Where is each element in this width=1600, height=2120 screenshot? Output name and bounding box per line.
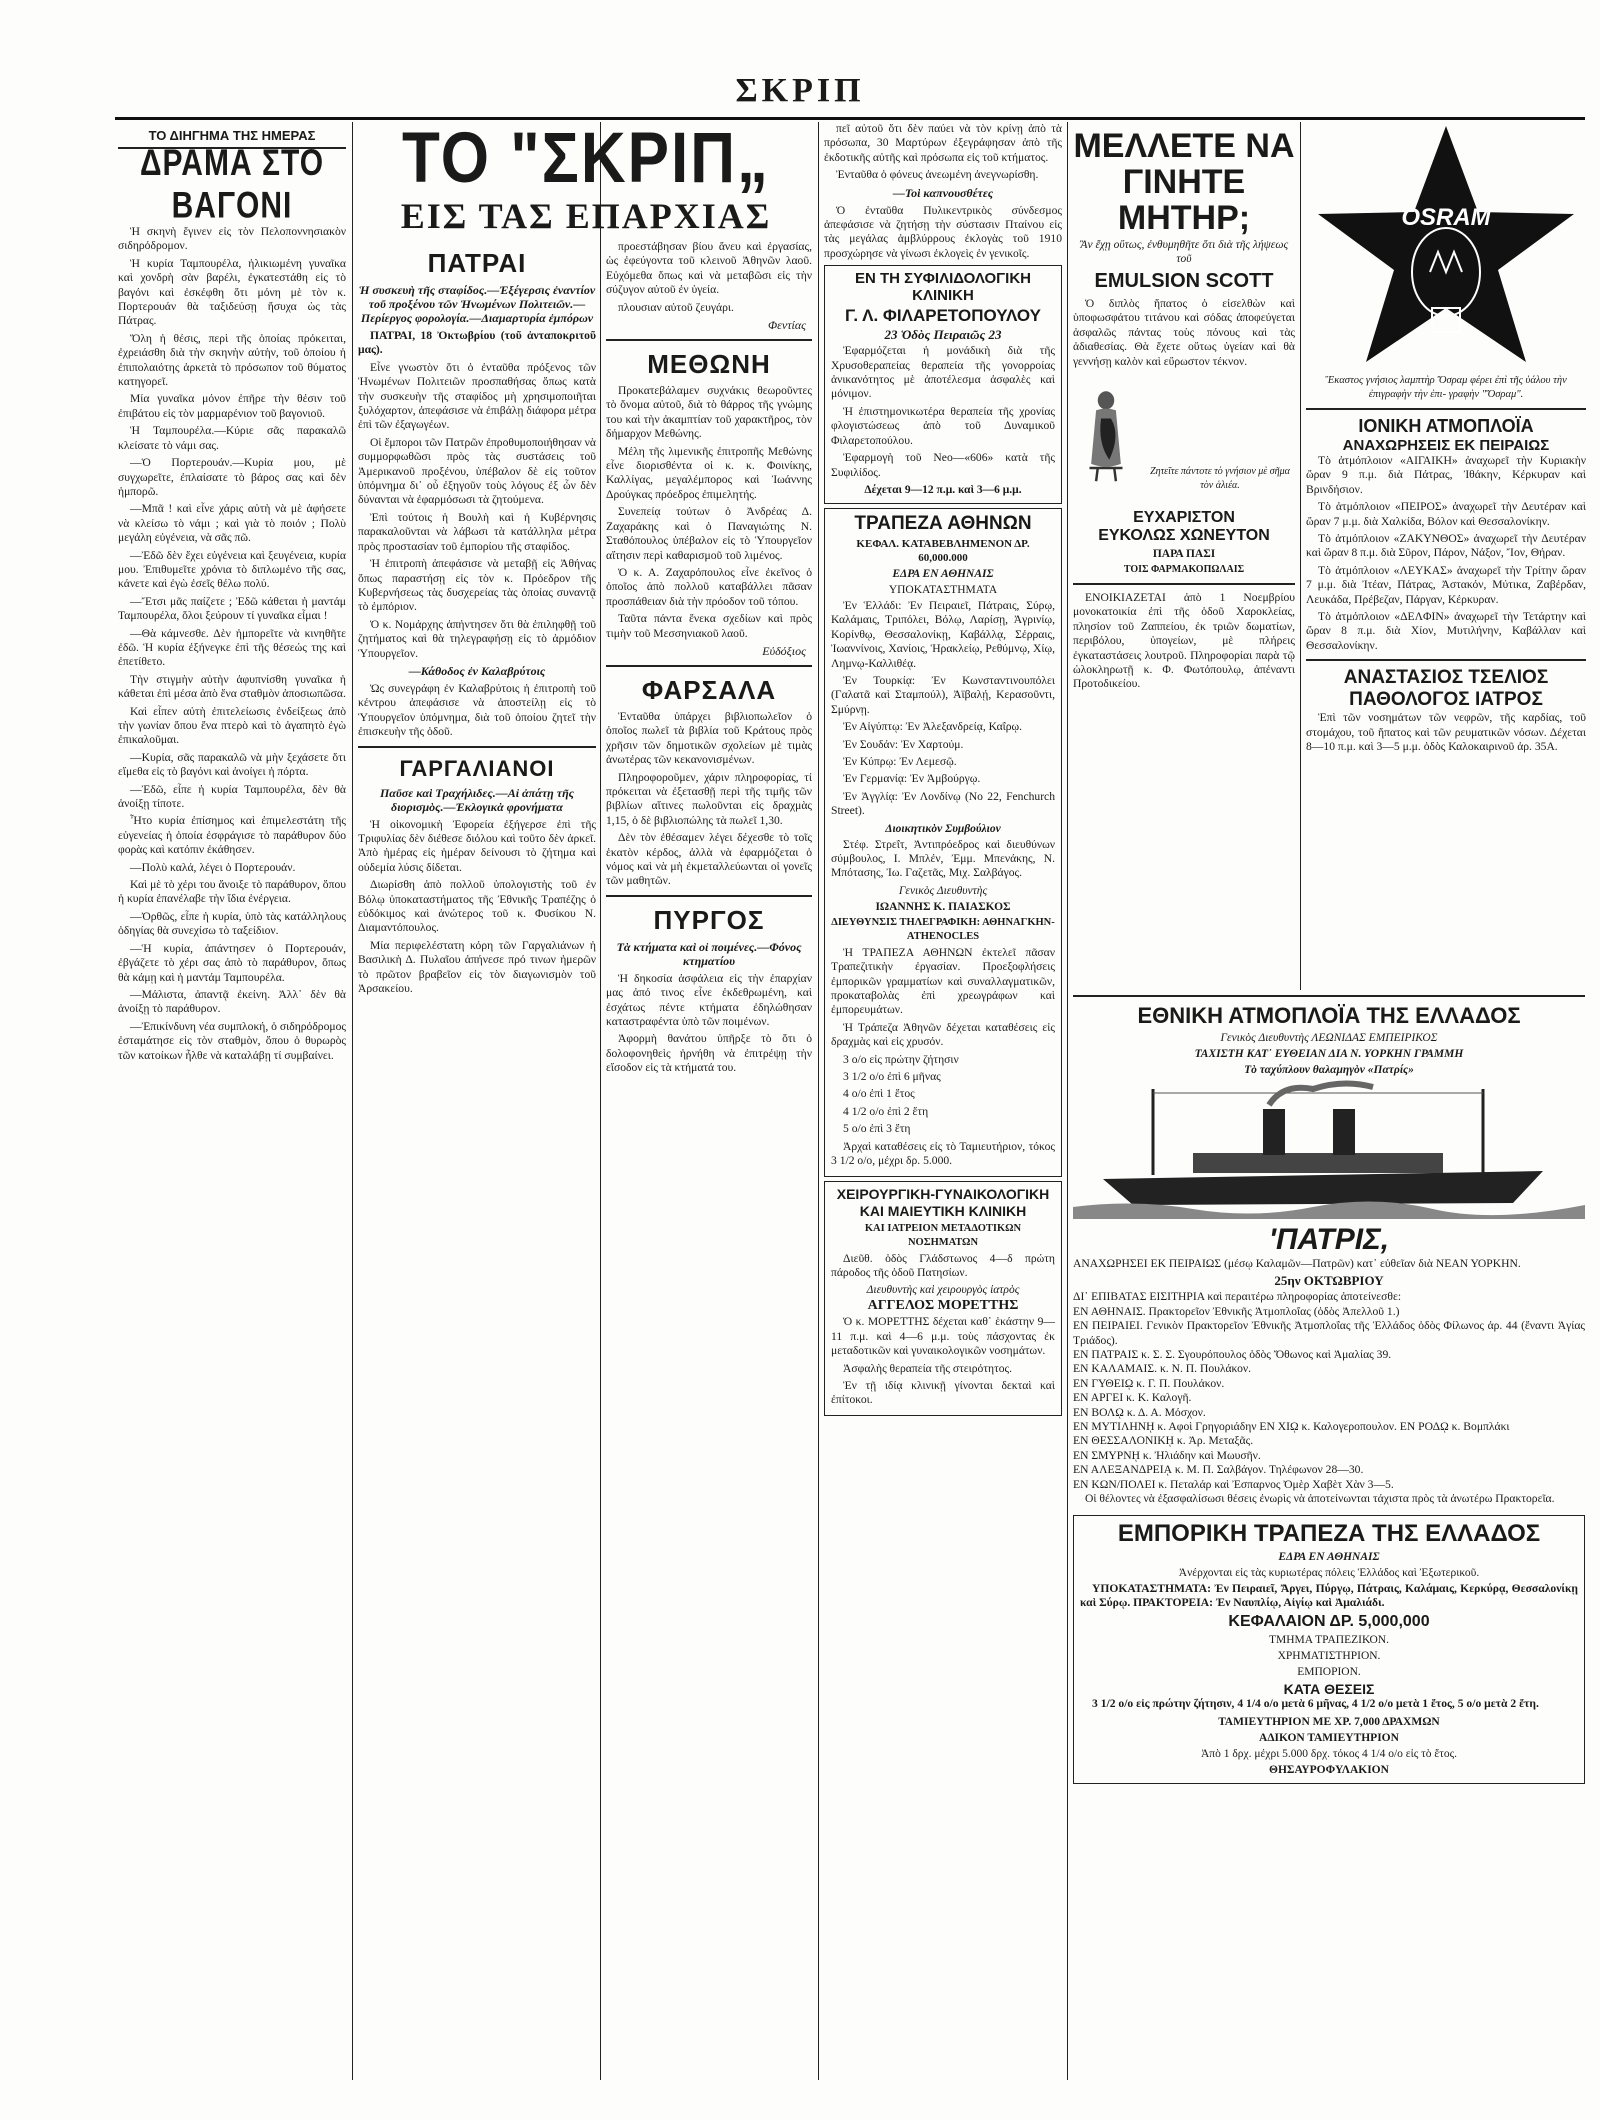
column-rule <box>1067 122 1068 2080</box>
story-body <box>118 225 346 1063</box>
osram-label: OSRAM <box>1401 204 1491 231</box>
surgery-title: ΧΕΙΡΟΥΡΓΙΚΗ-ΓΥΝΑΙΚΟΛΟΓΙΚΗ ΚΑΙ ΜΑΙΕΥΤΙΚΗ ΚΛΙΝΙΚΗ <box>836 1185 1050 1219</box>
ionian-subtitle: ΑΝΑΧΩΡΗΣΕΙΣ ΕΚ ΠΕΙΡΑΙΩΣ <box>1342 437 1550 454</box>
rate-item: 3 ο/ο εἰς πρώτην ζήτησιν <box>843 1052 959 1066</box>
scott-body: Ὁ διπλὸς ἥπατος ὁ εἰσελθὼν καὶ ὑποφωσφάτου τιτάνου καὶ σόδας ἀποφεύγεται ἀσφαλῶς πάντας τοὺς πόνους καὶ τὰς ἀδιαθεσίας. Θὰ ἔχετε οὕτως ὑγείαν καὶ θὰ γεννήσῃ καλὸν καὶ εὔρωστον τέκνον. <box>1073 297 1295 368</box>
branch-list-item: Ἐν Γερμανίᾳ: Ἐν Ἀμβούργῳ. <box>843 772 981 786</box>
section-title-farsala: ΦΑΡΣΑΛΑ <box>641 674 777 705</box>
paragraph: Μέλη τῆς λιμενικῆς ἐπιτροπῆς Μεθώνης εἶνε διορισθέντα οἱ κ. κ. Φοινίκης, Καλλίγας, μεγαλέμπορος καὶ Ἰωάννης Δρούγκας πρόεδρος ἐπιμελητής. <box>606 444 812 501</box>
paragraph: —Μάλιστα, ἀπαντᾷ ἐκείνη. Ἀλλ᾽ δὲν θὰ ἀνοίξῃ τὸ παράθυρον. <box>118 987 346 1016</box>
section-subtitle: —Κάθοδος ἐν Καλαβρύτοις <box>408 663 546 678</box>
easy-line1: ΕΥΧΑΡΙΣΤΟΝ <box>1133 509 1235 527</box>
paragraph: Μία περιφελέστατη κόρη τῶν Γαργαλιάνων ἡ Βασιλικὴ Δ. Πυλαῖου ἀπήνεσε πρό τινων ἡμερῶν τὸ πρῶτον βραβεῖον εἰς τὸν διαγωνισμὸν τοῦ Ἀρσακείου. <box>358 938 596 996</box>
hero-title: ΤΟ "ΣΚΡΙΠ„ <box>402 118 770 199</box>
column-story <box>118 122 346 2080</box>
section-title-gargalianoi: ΓΑΡΓΑΛΙΑΝΟΙ <box>399 755 555 781</box>
paragraph: Ἐν τῇ ιδίᾳ κλινικῇ γίνονται δεκταὶ καὶ ἐπίτοκοι. <box>831 1378 1055 1407</box>
osram-ad <box>1306 122 1586 372</box>
agent-item: ΕΝ ΘΕΣΣΑΛΟΝΙΚῌ κ. Ἀρ. Μεταξᾶς. <box>1073 1434 1254 1448</box>
paragraph: Ἡ κυρία Ταμπουρέλα, ἠλικιωμένη γυναῖκα καὶ χονδρὴ σὰν βαρέλι, ἐγκατεστάθη εἰς τὸ βαγόνι καὶ ἐσκέφθη ὅτι μόνη μὲ τὸν κ. Πορτερουάν θὰ ταξιδεύσῃ ἥσυχα ὡς τὰς Πάτρας. <box>118 256 346 328</box>
dept-item: ΕΜΠΟΡΙΟΝ. <box>1297 1666 1361 1679</box>
paragraph: —Μπᾶ ! καὶ εἶνε χάρις αὐτὴ νὰ μὲ ἀφήσετε νὰ κλείσω τὸ νάμι ; καὶ γιὰ τὸ ποιόν ; Πολὺ μεγάλη εὐγένεια, νὰ σᾶς πῶ. <box>118 502 346 545</box>
agent-item: ΕΝ ΑΘΗΝΑΙΣ. Πρακτορεῖον Ἐθνικῆς Ἀτμοπλοΐας (ὁδὸς Ἀπελλοῦ 1.) <box>1073 1304 1400 1318</box>
agent-item: ΕΝ ΚΩΝ/ΠΟΛΕΙ κ. Πεταλάρ καὶ Ἐσπαρνος Ὀμὲρ Χαβὲτ Χὰν 3—5. <box>1073 1477 1394 1491</box>
paragraph: Ἡ σκηνὴ ἔγινεν εἰς τὸν Πελοποννησιακὸν σιδηρόδρομον. <box>118 225 346 253</box>
paragraph: Ἡ δηκοσία ἀσφάλεια εἰς τὴν ἐπαρχίαν μας ἀπό τινος εἶνε ἐκδεθρωμένη, καὶ ἐσχάτως πέντε κτήματα ἐδηλώθησαν καταστραφέντα ὑπὸ τῶν ποιμένων. <box>606 971 812 1029</box>
paragraph: Ἦτο κυρία ἐπίσημος καὶ ἐπιμελεστάτη τῆς εὐγενείας ἡ ὁποία ἐσφράγισε τὸ παράθυρον δύο φορὰς καὶ κατόπιν ἐκάθησεν. <box>118 814 346 857</box>
section-title-patrai: ΠΑΤΡΑΙ <box>427 248 527 278</box>
ionian-title: ΙΟΝΙΚΗ ΑΤΜΟΠΛΟΪΑ <box>1358 416 1534 436</box>
clinic-hours: Δέχεται 9—12 π.μ. καὶ 3—6 μ.μ. <box>864 483 1022 496</box>
paragraph: πεῖ αὐτοῦ ὅτι δὲν παύει νὰ τὸν κρίνῃ ἀπὸ τὰ πρόσωπα, 30 Μαρτύρων ἐξεγράφησαν ἀπὸ τῆς ἐκδοτικῆς αὐτῆς καὶ πρόσωπα εἰς τοῦ κτήματος. <box>824 122 1062 164</box>
clinic-ad <box>824 265 1062 504</box>
paragraph: Καὶ εἶπεν αὐτὴ ἐπιτελείωσις ἐνδείξεως ἀπὸ τὴν γωνίαν ὅπου ἔνα πτερὸ καὶ τὸ ἀγαπητὸ ἐγὼ ἐπικαλοῦμαι. <box>118 704 346 747</box>
paragraph: Ἡ ΤΡΑΠΕΖΑ ΑΘΗΝΩΝ ἐκτελεῖ πᾶσαν Τραπεζιτικὴν ἐργασίαν. Προεξοφλήσεις ἐμπορικῶν γραμματίων καὶ συναλλαγματικῶν, προκαταβολὰς ἐπὶ χρεωγράφων καὶ ἐμπορευμάτων. <box>831 945 1055 1017</box>
ship-name: 'ΠΑΤΡΙΣ, <box>1268 1223 1390 1256</box>
bank-hq: ΕΔΡΑ ΕΝ ΑΘΗΝΑΙΣ <box>892 567 994 580</box>
commercial-bank-title: ΕΜΠΟΡΙΚΗ ΤΡΑΠΕΖΑ ΤΗΣ ΕΛΛΑΔΟΣ <box>1117 1519 1541 1547</box>
surgery-address: Διεῦθ. ὁδὸς Γλάδστωνος 4—δ πρώτη πάροδος τῆς ὁδοῦ Πατησίων. <box>831 1251 1055 1279</box>
departure-date: 25ην ΟΚΤΩΒΡΙΟΥ <box>1274 1273 1384 1289</box>
bottom-right-ads <box>1073 995 1585 2080</box>
column-rule <box>818 122 819 2080</box>
clinic-name: Γ. Λ. ΦΙΛΑΡΕΤΟΠΟΥΛΟΥ <box>844 306 1041 326</box>
dept-item: ΤΜΗΜΑ ΤΡΑΠΕΖΙΚΟΝ. <box>1269 1634 1389 1647</box>
bank-capital: ΚΕΦΑΛ. ΚΑΤΑΒΕΒΛΗΜΕΝΟΝ ΔΡ. 60,000.000 <box>856 537 1030 564</box>
telegraph-address: ΔΙΕΥΘΥΝΣΙΣ ΤΗΛΕΓΡΑΦΙΚΗ: ΑΘΗΝΑΓΚΗΝ-ATHENOCLES <box>831 916 1055 942</box>
national-line-title: ΕΘΝΙΚΗ ΑΤΜΟΠΛΟΪΑ ΤΗΣ ΕΛΛΑΔΟΣ <box>1137 1003 1521 1028</box>
national-gm: Γενικὸς Διευθυντὴς ΛΕΩΝΙΔΑΣ ΕΜΠΕΙΡΙΚΟΣ <box>1220 1032 1438 1044</box>
paragraph: Ὁ κ. Νομάρχης ἀπήντησεν ὅτι θὰ ἐπιληφθῇ τοῦ ζητήματος καὶ θὰ τηλεγραφήσῃ εἰς τὸ ἁρμόδιον Ὑπουργεῖον. <box>358 617 596 660</box>
agent-item: ΕΝ ΣΜΥΡΝῌ κ. Ἠλιάδην καὶ Μωυσῆν. <box>1073 1448 1261 1462</box>
paragraph: Συνεπείᾳ τούτων ὁ Ἀνδρέας Δ. Ζαχαράκης καὶ ὁ Παναγιώτης Ν. Σταθόπουλος ὑπέβαλον εἰς τὸ Ὑπουργεῖον αἴτησιν περὶ καθαρισμοῦ τοῦ λιμένος. <box>606 505 812 562</box>
scott-caption: Ζητεῖτε πάντοτε τὸ γνήσιον μὲ σῆμα τὸν ἁλιέα. <box>1150 466 1290 492</box>
national-ship-line: Τὸ ταχύπλουν θαλαμηγὸν «Πατρίς» <box>1244 1064 1414 1076</box>
gm-name: ΙΩΑΝΝΗΣ Κ. ΠΑΙΑΣΚΟΣ <box>875 900 1011 913</box>
national-route: ΤΑΧΙΣΤΗ ΚΑΤ᾽ ΕΥΘΕΙΑΝ ΔΙΑ Ν. ΥΟΡΚΗΝ ΓΡΑΜΜΗ <box>1194 1048 1464 1060</box>
savings-bank-note: Ἀπὸ 1 δρχ. μέχρι 5.000 δρχ. τόκος 4 1/4 ο/ο εἰς τὸ ἔτος. <box>1200 1747 1458 1760</box>
deposits-head: ΚΑΤΑ ΘΕΣΕΙΣ <box>1283 1681 1375 1698</box>
paragraph: Ἐνταῦθα ὁ φόνευς ἀνεωμένη ἀνεγνωρίσθη. <box>836 168 1039 182</box>
signature: Εὐδόξιος <box>762 643 806 658</box>
rate-item: 4 1/2 ο/ο ἐπὶ 2 ἔτη <box>843 1104 929 1118</box>
paragraph: Τὴν στιγμὴν αὐτὴν ἀφυπνίσθη γυναῖκα ἡ κάθεται ἐπὶ μέσα ἀπὸ ἕνα σταθμὸν ἀποσιωπῶσα. <box>118 672 346 701</box>
paragraph: Μία γυναῖκα μόνον ἐπῆρε τὴν θέσιν τοῦ ἐπιβάτου εἰς τὸν μαρμαρένιον τοῦ βαγονιοῦ. <box>118 392 346 420</box>
agent-item: ΕΝ ΒΟΛῼ κ. Δ. Α. Μόσχον. <box>1073 1405 1206 1419</box>
hero-subtitle: ΕΙΣ ΤΑΣ ΕΠΑΡΧΙΑΣ <box>400 196 772 236</box>
doctor-ad-body: Ἐπὶ τῶν νοσημάτων τῶν νεφρῶν, τῆς καρδίας, τοῦ στομάχου, τοῦ ἥπατος καὶ τῶν ρευματικῶν νόσων. Δέχεται 8—10 π.μ. καὶ 3—5 μ.μ. ὁδὸς Καλοκαιρινοῦ ἀρ. 35Α. <box>1306 711 1586 754</box>
paragraph: Ὁ ἐνταῦθα Πυλικεντρικὸς σύνδεσμος ἀπεφάσισε νὰ ζητήσῃ τὴν σύστασιν Πταίνου εἰς τὰς μεγάλας ἀμβλύρρους ἐκλογὰς τοῦ 1910 προσχώρησε νὰ γίνωσι ἐκλογεὶς ἐν γενικοῖς. <box>824 203 1062 260</box>
dept-item: ΧΡΗΜΑΤΙΣΤΗΡΙΟΝ. <box>1277 1650 1381 1663</box>
bank-of-athens-ad <box>824 508 1062 1177</box>
easy-line3: ΠΑΡΑ ΠΑΣΙ <box>1152 548 1216 561</box>
paragraph: —Πολὺ καλά, λέγει ὁ Πορτερουάν. <box>130 860 296 874</box>
branch-list-item: Ἐν Αἰγύπτῳ: Ἐν Ἀλεξανδρείᾳ, Καΐρῳ. <box>843 720 1023 734</box>
paragraph: —Κυρία, σᾶς παρακαλῶ νὰ μὴν ξεχάσετε ὅτι εἴμεθα εἰς τὸ βαγόνι καὶ ἀνοίγει ἡ πόρτα. <box>118 750 346 779</box>
column-methoni <box>606 240 812 2080</box>
story-title: ΔΡΑΜΑ ΣΤΟ ΒΑΓΟΝΙ <box>139 142 325 227</box>
section-title-methoni: ΜΕΘΩΝΗ <box>647 349 771 380</box>
sailing-item: Τὸ ἀτμόπλοιον «ΛΕΥΚΑΣ» ἀναχωρεῖ τὴν Τρίτην ὥραν 7 μ.μ. διὰ Ἰτέαν, Πάτρας, Ἀστακόν, Μύτικα, Ζαβέρδαν, Λευκάδα, Πρέβεζαν, Πάργαν, Κέρκυραν. <box>1306 563 1586 606</box>
paragraph: —Ἐδῶ δὲν ἔχει εὐγένεια καὶ ξευγένεια, κυρία μου. Ἐπιθυμεῖτε χρόνια τὸ διπλωμένο τῆς σας, κάνετε καὶ ἐγὼ ἐσεῖς θέλω πολύ. <box>118 548 346 591</box>
scott-illustration-block <box>1073 375 1295 495</box>
savings-line: ΤΑΜΙΕΥΤΗΡΙΟΝ ΜΕ ΧΡ. 7,000 ΔΡΑΧΜΩΝ <box>1218 1715 1440 1728</box>
agent-item: ΕΝ ΠΕΙΡΑΙΕΙ. Γενικὸν Πρακτορεῖον Ἐθνικῆς Ἀτμοπλοΐας τῆς Ἑλλάδος ὁδὸς Φίλωνος ἀρ. 44 (ἔναντι Ἁγίας Τριάδος). <box>1073 1319 1585 1347</box>
fisherman-icon <box>1073 375 1139 495</box>
agent-item: ΕΝ ΜΥΤΙΛΗΝῌ κ. Αφοὶ Γρηγοριάδην ΕΝ ΧΙῼ κ. Καλογεροπουλον. ΕΝ ΡΟΔῼ κ. Βομπλάκι <box>1073 1420 1510 1434</box>
sailing-item: Τὸ ἀτμόπλοιον «ΔΕΛΦΙΝ» ἀναχωρεῖ τὴν Τετάρτην καὶ ὥραν 8 π.μ. διὰ Χίον, Μυτιλήνην, Καβάλλαν καὶ Θεσσαλονίκην. <box>1306 610 1586 652</box>
scott-brand: EMULSION SCOTT <box>1094 270 1274 292</box>
osram-caption: Ἕκαστος γνήσιος λαμπτὴρ Ὄσραμ φέρει ἐπὶ τῆς ὑάλου τὴν ἐπιγραφὴν τὴν ἐπι- γραφὴν "Ὄσραμ". <box>1325 375 1567 400</box>
paragraph: Ἡ ἐπιτροπὴ ἀπεφάσισε νὰ μεταβῇ εἰς Ἀθήνας ὅπως παραστήσῃ εἰς τὸν κ. Πρόεδρον τῆς Κυβερνήσεως τὰς δυσχερείας τὰς ὁποίας συναντᾷ τὸ ἐμπόριον. <box>358 557 596 614</box>
paragraph: —Ἐδῶ, εἶπε ἡ κυρία Ταμπουρέλα, δὲν θὰ ἀνοίξῃ τίποτε. <box>118 782 346 811</box>
sailing-item: Τὸ ἀτμόπλοιον «ΖΑΚΥΝΘΟΣ» ἀναχωρεῖ τὴν Δευτέραν καὶ ὥραν 8 π.μ. διὰ Σῦρον, Πάρον, Νάξον, Ἴον, Θήραν. <box>1306 532 1586 560</box>
section-subtitle: —Τοὶ καπνουσθέτες <box>892 185 994 200</box>
column-scott <box>1073 122 1295 988</box>
savings-bank-head: ΑΔΙΚΟΝ ΤΑΜΙΕΥΤΗΡΙΟΝ <box>1259 1731 1399 1744</box>
commercial-bank-capital: ΚΕΦΑΛΑΙΟΝ ΔΡ. 5,000,000 <box>1228 1613 1430 1631</box>
board-members: Στέφ. Στρεΐτ, Ἀντιπρόεδρος καὶ διευθύνων σύμβουλος, Ι. Μπλέν, Ἐμμ. Μπενάκης, Ν. Μπότασης, Ἰω. Γαζετᾶς, Μιχ. Σαλβάγος. <box>831 837 1055 880</box>
section-subtitle: Παῦσε καὶ Τραχήλιδες.—Αἱ ἀπάτῃ τῆς διορισμὸς.—Ἐκλογικὰ φρονήματα <box>379 785 575 814</box>
easy-line4: ΤΟΙΣ ΦΑΡΜΑΚΟΠΩΛΑΙΣ <box>1123 564 1245 576</box>
section-title-pyrgos: ΠΥΡΓΟΣ <box>653 904 765 935</box>
commercial-bank-intro: Ἀνέρχονται εἰς τὰς κυριωτέρας πόλεις Ἑλλάδος καὶ Ἐξωτερικοῦ. <box>1178 1566 1480 1579</box>
paragraph: Καὶ μὲ τὸ χέρι του ἄνοιξε τὸ παράθυρον, ὅπου ἡ κυρία ἐπανέλαβε τὴν ἴδια ἐνέργεια. <box>118 878 346 906</box>
rate-item: 4 ο/ο ἐπὶ 1 ἔτος <box>843 1087 915 1101</box>
commercial-bank-ad <box>1073 1515 1585 1784</box>
director-head: Διευθυντὴς καὶ χειρουργὸς ἰατρὸς <box>866 1284 1020 1297</box>
paragraph: Ταῦτα πάντα ἕνεκα σχεδίων καὶ πρὸς τιμὴν τοῦ Μεσσηνιακοῦ λαοῦ. <box>606 612 812 640</box>
signature: Φεντίας <box>768 318 806 333</box>
branch-list-item: Ἐν Ἑλλάδι: Ἐν Πειραιεῖ, Πάτραις, Σύρῳ, Καλάμαις, Τριπόλει, Βόλῳ, Λαρίσῃ, Ἀγρινίῳ, Κορίνθῳ, Θεσσαλονίκῃ, Καβάλλᾳ, Σέρραις, Ἰωαννίνοις, Χανίοις, Ἡρακλείῳ, Ρεθύμνῳ, Χίῳ, Λημνῳ-Καλλιθέᾳ. <box>831 598 1055 670</box>
paragraph: —Ἡ κυρία, ἀπάντησεν ὁ Πορτερουάν, ἐβγάζετε τὸ χέρι σας ἀπὸ τὸ παράθυρον, ὅπως θὰ κάμῃ καὶ ἡ μαντάμ Ταμπουρέλα. <box>118 941 346 984</box>
rate-item: 3 1/2 ο/ο ἐπὶ 6 μῆνας <box>843 1070 941 1084</box>
doctor-ad-title: ΠΑΘΟΛΟΓΟΣ ΙΑΤΡΟΣ <box>1349 689 1543 711</box>
easy-line2: ΕΥΚΟΛΩΣ ΧΩΝΕΥΤΟΝ <box>1098 527 1270 545</box>
agent-item: ΕΝ ΓΥΘΕΙῼ κ. Γ. Π. Πουλάκον. <box>1073 1376 1225 1390</box>
scott-headline: ΜΕΛΛΕΤΕ ΝΑ ΓΙΝΗΤΕ ΜΗΤΗΡ; <box>1073 127 1295 237</box>
column-ads-center <box>824 122 1062 2080</box>
paragraph: —Ἐπικίνδυνη νέα συμπλοκή, ὁ σιδηρόδρομος ἐσταμάτησε εἰς τὸν σταθμὸν, ὅπου ὁ θυρωρὸς τῶν κατοίκων ἦλθε νὰ καταλάβῃ τί συμβαίνει. <box>118 1019 346 1062</box>
paragraph: Ἐνταῦθα ὑπάρχει βιβλιοπωλεῖον ὁ ὁποῖος πωλεῖ τὰ βιβλία τοῦ Κράτους πρὸς χρῆσιν τῶν δημοτικῶν σχολείων μὲ τιμὰς ἀνωτέρας τῶν κεκανονισμένων. <box>606 709 812 767</box>
sailing-item: Τὸ ἀτμόπλοιον «ΑΙΓΑΙΚΗ» ἀναχωρεῖ τὴν Κυριακὴν ὥραν 9 π.μ. διὰ Πάτρας, Ἰθάκην, Κέρκυραν καὶ Βρινδήσιον. <box>1306 454 1586 496</box>
rent-notice: ΕΝΟΙΚΙΑΖΕΤΑΙ ἀπὸ 1 Νοεμβρίου μονοκατοικία ἐπὶ τῆς ὁδοῦ Χαροκλείας, πλησίον τοῦ Ζαππείου, ἐκ τριῶν δωματίων, περιβόλου, ὑπογείων, μὲ πλήρεις ἐγκαταστάσεις λουτροῦ. Πληροφορίαι παρὰ τῷ ὠλοκληρωτῇ κ. Φ. Φωτόπουλῳ, ἀπέναντι Προτοδικείου. <box>1073 591 1295 691</box>
column-patrai <box>358 240 596 2080</box>
paragraph: προεστάβησαν βίου ἄνευ καὶ ἐργασίας, ὡς ἐφεύγοντα τοῦ κλεινοῦ Ἀθηνῶν λαοῦ. Εὐχόμεθα ὅπως καὶ νὰ μεταβῶσι εἰς τὴν σύζυγον αὐτοῦ ἐν ὑγεία. <box>606 240 812 297</box>
paragraph: Ἡ Τράπεζα Ἀθηνῶν δέχεται καταθέσεις εἰς δραχμὰς καὶ εἰς χρυσόν. <box>831 1020 1055 1049</box>
agent-item: ΔΙ᾽ ΕΠΙΒΑΤΑΣ ΕΙΣΙΤΗΡΙΑ καὶ περαιτέρω πληροφορίας ἀποτείνεσθε: <box>1073 1290 1402 1304</box>
scott-intro: Ἂν ἔχῃ οὕτως, ἐνθυμηθῆτε ὅτι διὰ τῆς λήψεως τοῦ <box>1079 239 1289 265</box>
column-rule <box>352 122 353 2080</box>
paragraph: Εἶνε γνωστὸν ὅτι ὁ ἐνταῦθα πρόξενος τῶν Ἡνωμένων Πολιτειῶν προσπαθήσας ὅπως κατὰ τὴν συσκευὴν τῆς σταφίδος μὴ χρησιμοποιῆται ξυλόχαρτον, ἀπεφάσισε νὰ ἐπιβάλῃ διάφορα μέτρα ἐπὶ τῶν ἐξαγωγέων. <box>358 360 596 432</box>
clinic-address: 23 Ὁδὸς Πειραιῶς 23 <box>884 327 1002 343</box>
column-rule <box>1300 122 1301 990</box>
branch-list-item: Ἐν Ἀγγλίᾳ: Ἐν Λονδίνῳ (Νο 22, Fenchurch Street). <box>831 789 1055 818</box>
gm-head: Γενικὸς Διευθυντὴς <box>898 884 988 897</box>
column-osram <box>1306 122 1586 988</box>
paragraph: Ἐφαρμογὴ τοῦ Neo—«606» κατὰ τῆς Συφιλίδος. <box>831 451 1055 479</box>
branch-list-item: Ἐν Τουρκίᾳ: Ἐν Κωνσταντινουπόλει (Γαλατᾶ καὶ Σταμπούλ), Ἀϊβαλῄ, Κερασοῦντι, Σμύρνῃ. <box>831 673 1055 716</box>
paragraph: —Θὰ κάμνεσθε. Δὲν ἠμπορεῖτε νὰ κινηθῆτε ἐδῶ. Ἡ κυρία ἐξήνεγκε ἐπὶ τῆς θέσεώς της καὶ ἐπετίθετο. <box>118 626 346 669</box>
agent-item: ΕΝ ΑΡΓΕΙ κ. Κ. Καλογῆ. <box>1073 1391 1192 1405</box>
osram-star-icon <box>1306 122 1586 372</box>
paragraph: Προκατεβάλαμεν συχνάκις θεωροῦντες τὸ ὄνομα αὐτοῦ, διὰ τὸ θάρρος τῆς γνώμης του καὶ τὴν ἀκαμπτίαν τοῦ χαρακτῆρος, τὸν δήμαρχον Μεθώνης. <box>606 384 812 441</box>
paragraph: Δὲν τὸν ἐθέσαμεν λέγει δέχεσθε τὸ τοῖς ἑκατὸν κέρδος, ἀλλὰ νὰ ἐφαρμόζεται ὁ νόμος καὶ νὰ μὴ ἐκμεταλλεύωνται οἱ γονεῖς τῶν μαθητῶν. <box>606 831 812 888</box>
paragraph: Ἡ οἰκονομικὴ Ἐφορεία ἐξήγερσε ἐπὶ τῆς Τριφυλίας δὲν διέθεσε διόλου καὶ τοῦτο δὲν ἀρκεῖ. Ἀπὸ ἡμέρας εἰς ἡμέραν δείνουσι τὸ ζήτημα καὶ οὐδεμία λύσις δίδεται. <box>358 817 596 874</box>
hero-headline <box>356 118 816 238</box>
paragraph: —Ὁ Πορτερουάν.—Κυρία μου, μὲ συγχωρεῖτε, ἐπλαίσατε τὸ βάρος σας καὶ δὲν ἠμπορῶ. <box>118 456 346 498</box>
paragraph: Ὁ κ. Α. Ζαχαρόπουλος εἶνε ἐκεῖνος ὁ ὁποῖος ἀπὸ πολλοῦ καταβάλλει πᾶσαν προσπάθειαν διὰ τὴν πρόοδον τοῦ τόπου. <box>606 565 812 608</box>
story-kicker: ΤΟ ΔΙΗΓΗΜΑ ΤΗΣ ΗΜΕΡΑΣ <box>148 128 316 143</box>
agent-item: ΕΝ ΑΛΕΞΑΝΔΡΕΙᾼ κ. Μ. Π. Σαλβάγον. Τηλέφωνον 28—30. <box>1073 1463 1364 1477</box>
bank-branches-head: ΥΠΟΚΑΤΑΣΤΗΜΑΤΑ <box>888 583 998 596</box>
deposits-rates: 3 1/2 ο/ο εἰς πρώτην ζήτησιν, 4 1/4 ο/ο μετὰ 6 μῆνας, 4 1/2 ο/ο μετὰ 1 ἔτος, 5 ο/ο μετὰ 2 ἔτη. <box>1092 1697 1539 1711</box>
masthead: ΣΚΡΙΠ <box>735 72 865 109</box>
paragraph: Ἀρχαὶ καταθέσεις εἰς τὸ Ταμιευτήριον, τόκος 3 1/2 ο/ο, μέχρι δρ. 5.000. <box>831 1139 1055 1168</box>
paragraph: Ὁ κ. ΜΟΡΕΤΤΗΣ δέχεται καθ᾽ ἑκάστην 9—11 π.μ. καὶ 4—6 μ.μ. τοὺς πάσχοντας ἐκ μεταδοτικῶν καὶ γυναικολογικῶν νοσημάτων. <box>831 1315 1055 1358</box>
surgery-subtitle: ΚΑΙ ΙΑΤΡΕΙΟΝ ΜΕΤΑΔΟΤΙΚΩΝ ΝΟΣΗΜΑΤΩΝ <box>864 1222 1022 1248</box>
paragraph: Ὡς συνεγράφη ἐν Καλαβρύτοις ἡ ἐπιτροπὴ τοῦ κέντρου ἀπεφάσισε νὰ ἀποστείλῃ εἰς τὸ Ὑπουργεῖον ὑπόμνημα, διὰ τοῦ ὁποίου ζητεῖ τὴν ἐπισκευὴν τῆς ὁδοῦ. <box>358 681 596 739</box>
agent-item: ΕΝ ΚΑΛΑΜΑΙΣ. κ. Ν. Π. Πουλάκον. <box>1073 1362 1252 1376</box>
paragraph: Ἀσφαλὴς θεραπεία τῆς στειρότητος. <box>843 1361 1013 1375</box>
paragraph: Διωρίσθη ἀπὸ πολλοῦ ὑπολογιστὴς τοῦ ἐν Βόλῳ ὑποκαταστήματος τῆς Ἐθνικῆς Τραπέζης ὁ εὐδόκιμος καὶ ἀνώτερος τοῦ κ. Φυσίκου Ν. Διαμαντόπουλος. <box>358 878 596 935</box>
paragraph: Ἐπὶ τούτοις ἡ Βουλὴ καὶ ἡ Κυβέρνησις παρακαλοῦνται νὰ λάβωσι τὰ κατάλληλα μέτρα πρὸς προστασίαν τοῦ ἐμπορίου τῆς σταφίδος. <box>358 510 596 553</box>
paragraph: Ἡ Ταμπουρέλα.—Κύριε σᾶς παρακαλῶ κλείσατε τὸ νάμι σας. <box>118 424 346 452</box>
departure-notice: ΑΝΑΧΩΡΗΣΕΙ ΕΚ ΠΕΙΡΑΙΩΣ (μέσῳ Καλαμῶν—Πατρῶν) κατ᾽ εὐθεῖαν διὰ ΝΕΑΝ ΥΟΡΚΗΝ. <box>1073 1257 1521 1270</box>
section-subtitle: Τὰ κτήματα καὶ οἱ ποιμένες.—Φόνος κτηματίου <box>616 939 802 968</box>
surgery-clinic-ad <box>824 1181 1062 1416</box>
paragraph: —Ὀρθῶς, εἶπε ἡ κυρία, ὑπὸ τὰς κατάλληλους ὁδηγίας θὰ συνεχίσω τὸ ταξείδιον. <box>118 909 346 938</box>
commercial-bank-branches: ΥΠΟΚΑΤΑΣΤΗΜΑΤΑ: Ἐν Πειραιεῖ, Ἄργει, Πύργῳ, Πάτραις, Καλάμαις, Κερκύρᾳ, Θεσσαλονίκῃ καὶ Σύρῳ. ΠΡΑΚΤΟΡΕΙΑ: Ἐν Ναυπλίῳ, Αἰγίῳ καὶ Ἀμαλιάδι. <box>1080 1581 1578 1609</box>
agent-item: ΕΝ ΠΑΤΡΑΙΣ κ. Σ. Σ. Σγουρόπουλος ὁδὸς Ὄθωνος καὶ Ἀμαλίας 39. <box>1073 1348 1392 1362</box>
branch-list-item: Ἐν Σουδάν: Ἐν Χαρτούμ. <box>843 737 964 751</box>
paragraph: Ἐφαρμόζεται ἡ μονάδικὴ διὰ τῆς Χρυσοθεραπείας θεραπεία τῆς γονορροίας ἀνικανότητος μὲ ἀποτέλεσμα ἀσφαλὲς καὶ μόνιμον. <box>831 344 1055 401</box>
bank-title: ΤΡΑΠΕΖΑ ΑΘΗΝΩΝ <box>854 512 1032 534</box>
section-subtitle: Ἡ συσκευὴ τῆς σταφίδος.—Ἐξέγερσις ἐναντίον τοῦ προξένου τῶν Ἡνωμένων Πολιτειῶν.—Περίεργος φορολογία.—Διαμαρτυρία ἐμπόρων <box>358 283 596 325</box>
steamship-icon <box>1073 1079 1585 1219</box>
board-head: Διοικητικὸν Συμβούλιον <box>885 822 1001 835</box>
column-rule <box>600 122 601 2080</box>
doctor-ad-name: ΑΝΑΣΤΑΣΙΟΣ ΤΣΕΛΙΟΣ <box>1343 667 1549 689</box>
safes-line: ΘΗΣΑΥΡΟΦΥΛΑΚΙΟΝ <box>1269 1763 1389 1776</box>
paragraph: Ἀφορμὴ θανάτου ὑπῆρξε τὸ ὅτι ὁ δολοφονηθεὶς ἠρνήθη νὰ ἐπιτρέψῃ τὴν εἴσοδον εἰς τὰ κτήματά του. <box>606 1032 812 1075</box>
branch-list-item: Ἐν Κύπρῳ: Ἐν Λεμεσῷ. <box>843 754 957 768</box>
paragraph: Ὅλη ἡ θέσις, περὶ τῆς ὁποίας πρόκειται, ἐχρειάσθη διὰ τὴν σκηνὴν αὐτὴν, τοῦ ὁποίου ἡ ἐπιπολαιότης ἀρκετὰ τὸ πρόσωπον τοῦ θύματος κατηγορεῖ. <box>118 331 346 389</box>
national-note: Οἱ θέλοντες νὰ ἐξασφαλίσωσι θέσεις ἐνωρὶς νὰ ἀποτείνωνται τάχιστα πρὸς τὰ ἀνωτέρω Πρακτορεῖα. <box>1085 1492 1555 1506</box>
clinic-title: ΕΝ ΤΗ ΣΥΦΙΛΙΔΟΛΟΓΙΚΗ ΚΛΙΝΙΚΗ <box>854 270 1031 305</box>
paragraph: —Ἔτσι μᾶς παίζετε ; Ἐδῶ κάθεται ἡ μαντάμ Ταμπουρέλα, ὅλοι ξεύρουν τί γυναῖκα εἶμαι ! <box>118 594 346 623</box>
paragraph: Ἡ ἐπιστημονικωτέρα θεραπεία τῆς χρονίας φλογιστώσεως ἀπὸ τοῦ Δυναμικοῦ Φιλαρετοπούλου. <box>831 404 1055 447</box>
dateline: ΠΑΤΡΑΙ, 18 Ὀκτωβρίου (τοῦ ἀνταποκριτοῦ μας). <box>358 329 596 357</box>
masthead-rule <box>115 117 1585 120</box>
sailing-item: Τὸ ἀτμόπλοιον «ΠΕΙΡΟΣ» ἀναχωρεῖ τὴν Δευτέραν καὶ ὥραν 7 μ.μ. διὰ Χαλκίδα, Βόλον καὶ Θεσσαλονίκην. <box>1306 500 1586 528</box>
doctor-name: ΑΓΓΕΛΟΣ ΜΟΡΕΤΤΗΣ <box>867 1298 1019 1314</box>
paragraph: πλουσιαν αὐτοῦ ζευγάρι. <box>618 300 734 314</box>
rate-item: 5 ο/ο ἐπὶ 3 ἔτη <box>843 1122 911 1136</box>
paragraph: Πληροφοροῦμεν, χάριν πληροφορίας, τί πρόκειται νὰ ἐξετασθῇ περὶ τῆς τιμῆς τῶν βιβλίων αἵτινες πωλοῦνται εἰς δραχμὰς 1,15, ὁ δὲ βιβλιοπώλης τὰ πωλεῖ 1,30. <box>606 770 812 827</box>
paragraph: Οἱ ἔμποροι τῶν Πατρῶν ἐπροθυμοποιήθησαν νὰ συμμορφωθῶσι πρὸς τὰς συστάσεις τοῦ Ἀμερικανοῦ προξένου, ὑπέβαλον δὲ εἰς τοῦτον ὑπόμνημα δι᾽ οὗ ἐξηγοῦν τοὺς λόγους ἐξ ὧν δὲν δύνανται νὰ ἐφαρμόσωσι τὰ ζητούμενα. <box>358 435 596 507</box>
commercial-bank-hq: ΕΔΡΑ ΕΝ ΑΘΗΝΑΙΣ <box>1278 1550 1380 1563</box>
